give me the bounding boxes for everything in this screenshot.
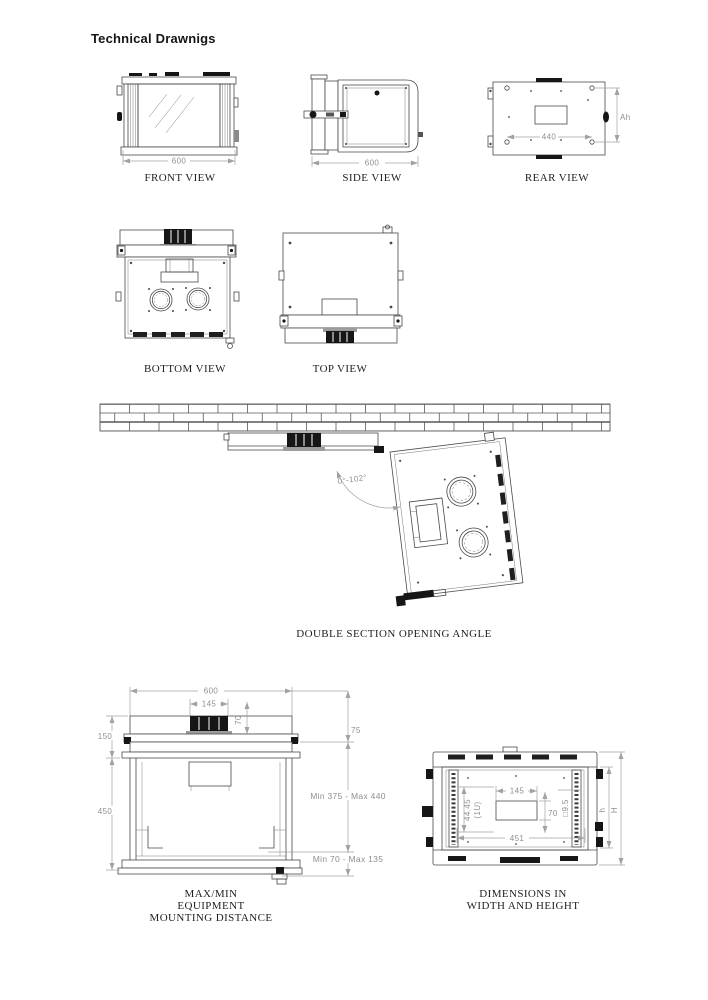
opening-angle-drawing	[100, 404, 610, 640]
fixed-section	[224, 433, 384, 453]
door-lock	[375, 91, 380, 96]
rear-view-drawing	[488, 78, 631, 184]
cable-entry-box	[189, 762, 231, 791]
angle-dimension	[337, 471, 400, 508]
brick-wall	[100, 404, 610, 431]
top-view-drawing	[279, 225, 403, 375]
wh-inner-height-dim: h	[598, 807, 607, 813]
mounting-label-line3: MOUNTING DISTANCE	[149, 912, 273, 924]
wh-hole-size-dim: □9.5	[561, 799, 570, 817]
mounting-wall-section-dim: 150	[97, 732, 113, 741]
opened-section	[377, 431, 524, 606]
cabinet-body-frame	[118, 758, 302, 874]
wh-outer-height-dim: H	[610, 806, 619, 814]
bottom-notch	[500, 857, 540, 863]
page-title: Technical Drawnigs	[91, 31, 216, 46]
mounting-label-line1: MAX/MIN	[184, 888, 238, 900]
vent-grille	[186, 716, 232, 735]
width-height-drawing	[422, 747, 625, 912]
mounting-vent-depth-dim: 70	[234, 715, 243, 725]
wh-cable-width-dim: 145	[509, 786, 525, 796]
foot	[226, 338, 234, 343]
side-width-dim: 600	[364, 158, 380, 168]
front-view-drawing	[117, 72, 239, 184]
rear-view-label: REAR VIEW	[524, 172, 590, 184]
rear-latch	[603, 112, 609, 123]
rear-height-dim: Ah	[620, 113, 631, 122]
mounting-distance-drawing	[96, 687, 392, 925]
mounting-top-clearance-dim: 75	[351, 726, 361, 735]
mounting-vent-width-dim: 145	[201, 699, 217, 709]
bottom-view-drawing	[116, 229, 239, 375]
width-height-label-line2: WIDTH AND HEIGHT	[466, 900, 580, 912]
rear-hole-span-dim: 440	[541, 132, 557, 142]
top-vent-grille	[323, 328, 357, 343]
mounting-bottom-range-dim: Min 70 - Max 135	[312, 854, 384, 864]
top-clearance-dimension-75	[300, 691, 361, 742]
opening-angle-label: DOUBLE SECTION OPENING ANGLE	[296, 628, 492, 640]
wh-unit-name-dim: (1U)	[473, 801, 482, 819]
vent-width-dimension-145	[190, 699, 228, 716]
width-dimension-600	[130, 687, 348, 717]
front-width-dim: 600	[171, 156, 187, 166]
mounting-label-line2: EQUIPMENT	[177, 900, 245, 912]
wall-bracket-handle	[304, 111, 348, 118]
front-view-label: FRONT VIEW	[144, 172, 216, 184]
side-view-drawing	[304, 75, 423, 184]
mounting-body-height-dim: 450	[97, 807, 113, 816]
depth-range-dimension	[268, 742, 392, 852]
lock-knob	[117, 112, 122, 121]
hinge	[374, 446, 384, 453]
wh-unit-height-dim: 44.45	[463, 798, 472, 822]
side-width-dimension	[312, 156, 418, 168]
hinge	[117, 86, 122, 95]
bottom-view-label: BOTTOM VIEW	[144, 363, 226, 375]
equipment-brackets	[136, 826, 286, 848]
side-view-label: SIDE VIEW	[342, 172, 402, 184]
mounting-width-dim: 600	[203, 686, 219, 696]
mounting-depth-range-dim: Min 375 - Max 440	[310, 791, 386, 801]
opening-angle-dim: 0°-102°	[337, 472, 368, 486]
top-view-label: TOP VIEW	[312, 363, 368, 375]
wh-rail-span-dim: 451	[509, 834, 525, 843]
width-height-label-line1: DIMENSIONS IN	[479, 888, 567, 900]
body-height-dimension-450	[96, 758, 120, 870]
wh-cable-height-dim: 70	[548, 809, 558, 818]
